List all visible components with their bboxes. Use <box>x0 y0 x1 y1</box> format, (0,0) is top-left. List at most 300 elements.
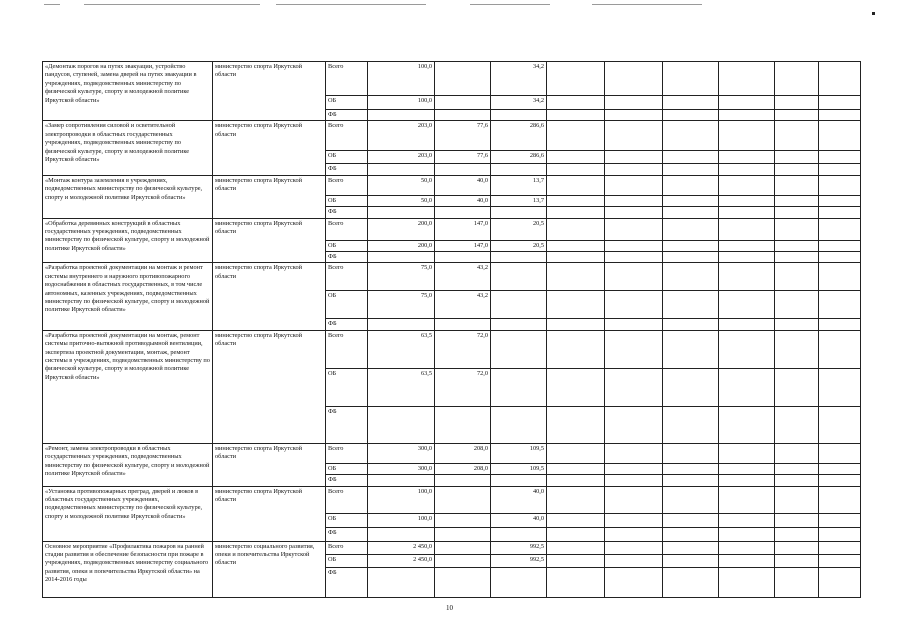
empty-cell <box>605 527 663 541</box>
empty-cell <box>819 319 861 330</box>
table-row <box>43 62 861 96</box>
amount-cell: 77,6 <box>435 151 491 164</box>
empty-cell <box>819 475 861 486</box>
empty-cell <box>719 319 775 330</box>
amount-cell: 13,7 <box>491 175 547 195</box>
amount-cell <box>435 110 491 121</box>
empty-cell <box>719 513 775 527</box>
amount-cell: 100,0 <box>368 96 435 110</box>
amount-cell <box>435 96 491 110</box>
empty-cell <box>719 291 775 319</box>
empty-cell <box>719 195 775 206</box>
empty-cell <box>663 96 719 110</box>
amount-cell <box>491 330 547 368</box>
empty-cell <box>547 121 605 151</box>
amount-cell <box>491 567 547 597</box>
amount-cell <box>491 368 547 406</box>
amount-cell <box>368 406 435 443</box>
empty-cell <box>547 330 605 368</box>
amount-cell: 203,0 <box>368 121 435 151</box>
executor-cell: министерство спорта Иркутской области <box>213 121 326 175</box>
scan-artifact <box>276 4 426 5</box>
empty-cell <box>663 527 719 541</box>
amount-cell <box>491 319 547 330</box>
empty-cell <box>547 240 605 251</box>
amount-cell <box>491 252 547 263</box>
table-row <box>43 541 861 554</box>
amount-cell: 50,0 <box>368 175 435 195</box>
empty-cell <box>819 151 861 164</box>
empty-cell <box>775 567 819 597</box>
empty-cell <box>775 252 819 263</box>
empty-cell <box>547 527 605 541</box>
amount-cell <box>491 110 547 121</box>
empty-cell <box>819 62 861 96</box>
empty-cell <box>605 486 663 513</box>
empty-cell <box>819 263 861 291</box>
amount-cell: 40,0 <box>435 195 491 206</box>
empty-cell <box>719 110 775 121</box>
scan-artifact <box>44 4 60 5</box>
empty-cell <box>819 207 861 218</box>
empty-cell <box>605 175 663 195</box>
funding-source-cell: ФБ <box>326 406 368 443</box>
amount-cell <box>435 475 491 486</box>
empty-cell <box>719 554 775 567</box>
empty-cell <box>719 486 775 513</box>
event-name-cell: «Ремонт, замена электропроводки в областных государственных учреждениях, подведомственных министерству по физической культуре, спорту и молодежной политике Иркутской области» <box>43 443 213 486</box>
event-name-cell: «Замер сопротивления силовой и осветительной электропроводки в областных государственных учреждениях, подведомственных министерству по физической культуре, спорту и молодежной политике Иркутской области» <box>43 121 213 175</box>
amount-cell <box>368 475 435 486</box>
empty-cell <box>663 110 719 121</box>
funding-source-cell: Всего <box>326 62 368 96</box>
empty-cell <box>663 121 719 151</box>
amount-cell: 63,5 <box>368 330 435 368</box>
empty-cell <box>547 463 605 474</box>
empty-cell <box>719 240 775 251</box>
amount-cell: 50,0 <box>368 195 435 206</box>
empty-cell <box>775 62 819 96</box>
executor-cell: министерство спорта Иркутской области <box>213 486 326 541</box>
table-row <box>43 443 861 463</box>
amount-cell: 992,5 <box>491 541 547 554</box>
empty-cell <box>547 443 605 463</box>
amount-cell: 43,2 <box>435 263 491 291</box>
empty-cell <box>663 463 719 474</box>
empty-cell <box>605 291 663 319</box>
empty-cell <box>719 475 775 486</box>
empty-cell <box>719 406 775 443</box>
table-row <box>43 486 861 513</box>
empty-cell <box>547 252 605 263</box>
amount-cell: 2 450,0 <box>368 554 435 567</box>
empty-cell <box>775 195 819 206</box>
amount-cell <box>491 527 547 541</box>
funding-source-cell: Всего <box>326 218 368 240</box>
amount-cell: 40,0 <box>435 175 491 195</box>
table-row <box>43 263 861 291</box>
amount-cell <box>435 164 491 175</box>
amount-cell <box>368 567 435 597</box>
empty-cell <box>819 252 861 263</box>
empty-cell <box>775 486 819 513</box>
empty-cell <box>663 330 719 368</box>
event-name-cell: «Монтаж контура заземления в учреждениях, подведомственных министерству по физической культуре, спорту и молодежной политике Иркутской области» <box>43 175 213 218</box>
empty-cell <box>663 291 719 319</box>
empty-cell <box>547 164 605 175</box>
empty-cell <box>775 463 819 474</box>
funding-source-cell: ФБ <box>326 207 368 218</box>
amount-cell <box>491 406 547 443</box>
empty-cell <box>775 554 819 567</box>
amount-cell <box>435 554 491 567</box>
empty-cell <box>819 195 861 206</box>
empty-cell <box>663 486 719 513</box>
amount-cell: 20,5 <box>491 240 547 251</box>
empty-cell <box>605 218 663 240</box>
empty-cell <box>605 319 663 330</box>
funding-source-cell: ОБ <box>326 195 368 206</box>
amount-cell: 100,0 <box>368 513 435 527</box>
empty-cell <box>819 121 861 151</box>
empty-cell <box>775 406 819 443</box>
amount-cell: 100,0 <box>368 62 435 96</box>
empty-cell <box>663 263 719 291</box>
amount-cell: 208,0 <box>435 443 491 463</box>
empty-cell <box>819 406 861 443</box>
amount-cell <box>435 252 491 263</box>
funding-source-cell: ОБ <box>326 96 368 110</box>
table-body <box>43 62 861 598</box>
empty-cell <box>547 406 605 443</box>
funding-source-cell: Всего <box>326 541 368 554</box>
empty-cell <box>663 207 719 218</box>
empty-cell <box>719 175 775 195</box>
empty-cell <box>663 368 719 406</box>
page-number: 10 <box>446 604 453 612</box>
amount-cell: 43,2 <box>435 291 491 319</box>
funding-source-cell: Всего <box>326 175 368 195</box>
amount-cell: 72,0 <box>435 330 491 368</box>
empty-cell <box>605 207 663 218</box>
empty-cell <box>775 319 819 330</box>
empty-cell <box>605 110 663 121</box>
amount-cell: 992,5 <box>491 554 547 567</box>
amount-cell: 286,6 <box>491 121 547 151</box>
amount-cell: 200,0 <box>368 240 435 251</box>
empty-cell <box>819 164 861 175</box>
event-name-cell: «Обработка деревянных конструкций в областных государственных учреждениях, подведомственных министерству по физической культуре, спорту и молодежной политике Иркутской области» <box>43 218 213 263</box>
empty-cell <box>663 541 719 554</box>
empty-cell <box>775 513 819 527</box>
amount-cell <box>368 164 435 175</box>
amount-cell: 72,0 <box>435 368 491 406</box>
empty-cell <box>719 567 775 597</box>
empty-cell <box>719 541 775 554</box>
amount-cell: 20,5 <box>491 218 547 240</box>
executor-cell: министерство спорта Иркутской области <box>213 443 326 486</box>
empty-cell <box>719 368 775 406</box>
amount-cell <box>491 475 547 486</box>
empty-cell <box>663 164 719 175</box>
empty-cell <box>719 527 775 541</box>
empty-cell <box>605 252 663 263</box>
amount-cell <box>368 110 435 121</box>
budget-table <box>42 61 861 598</box>
empty-cell <box>775 240 819 251</box>
empty-cell <box>547 263 605 291</box>
executor-cell: министерство спорта Иркутской области <box>213 175 326 218</box>
empty-cell <box>663 513 719 527</box>
table-row <box>43 121 861 151</box>
empty-cell <box>819 463 861 474</box>
scan-artifact <box>84 4 260 5</box>
amount-cell <box>491 291 547 319</box>
empty-cell <box>663 62 719 96</box>
funding-source-cell: ФБ <box>326 527 368 541</box>
amount-cell <box>435 486 491 513</box>
amount-cell: 34,2 <box>491 96 547 110</box>
empty-cell <box>605 368 663 406</box>
empty-cell <box>775 96 819 110</box>
executor-cell: министерство спорта Иркутской области <box>213 62 326 121</box>
empty-cell <box>605 513 663 527</box>
empty-cell <box>605 567 663 597</box>
empty-cell <box>547 475 605 486</box>
amount-cell: 100,0 <box>368 486 435 513</box>
empty-cell <box>719 207 775 218</box>
empty-cell <box>819 567 861 597</box>
empty-cell <box>547 207 605 218</box>
empty-cell <box>547 368 605 406</box>
empty-cell <box>775 443 819 463</box>
scan-artifact <box>470 4 550 5</box>
amount-cell: 286,6 <box>491 151 547 164</box>
event-name-cell: Основное мероприятие «Профилактика пожаров на ранней стадии развития и обеспечение безопасности при пожаре в учреждениях, подведомственных министерству социального развития, опеки и попечительства Иркутской области» на 2014-2016 годы <box>43 541 213 597</box>
funding-source-cell: ОБ <box>326 291 368 319</box>
funding-source-cell: ОБ <box>326 151 368 164</box>
funding-source-cell: ОБ <box>326 513 368 527</box>
empty-cell <box>819 110 861 121</box>
empty-cell <box>819 218 861 240</box>
funding-source-cell: ФБ <box>326 252 368 263</box>
empty-cell <box>605 406 663 443</box>
event-name-cell: «Установка противопожарных преград, дверей и люков в областных государственных учреждениях, подведомственных министерству по физической культуре, спорту и молодежной политике Иркутской области» <box>43 486 213 541</box>
amount-cell <box>435 62 491 96</box>
empty-cell <box>605 164 663 175</box>
empty-cell <box>819 541 861 554</box>
empty-cell <box>663 406 719 443</box>
empty-cell <box>605 443 663 463</box>
empty-cell <box>547 541 605 554</box>
funding-source-cell: ФБ <box>326 319 368 330</box>
empty-cell <box>663 151 719 164</box>
empty-cell <box>547 319 605 330</box>
empty-cell <box>775 151 819 164</box>
empty-cell <box>819 527 861 541</box>
scan-mark <box>872 12 875 15</box>
empty-cell <box>547 567 605 597</box>
amount-cell: 40,0 <box>491 513 547 527</box>
empty-cell <box>605 554 663 567</box>
funding-source-cell: Всего <box>326 263 368 291</box>
empty-cell <box>775 475 819 486</box>
amount-cell <box>491 164 547 175</box>
funding-source-cell: ФБ <box>326 567 368 597</box>
amount-cell: 109,5 <box>491 443 547 463</box>
empty-cell <box>775 527 819 541</box>
empty-cell <box>719 151 775 164</box>
empty-cell <box>605 330 663 368</box>
empty-cell <box>775 218 819 240</box>
empty-cell <box>719 443 775 463</box>
funding-source-cell: Всего <box>326 443 368 463</box>
amount-cell <box>435 207 491 218</box>
amount-cell: 300,0 <box>368 463 435 474</box>
empty-cell <box>819 175 861 195</box>
amount-cell: 147,0 <box>435 240 491 251</box>
amount-cell: 77,6 <box>435 121 491 151</box>
scan-artifact <box>592 4 702 5</box>
empty-cell <box>775 541 819 554</box>
empty-cell <box>547 62 605 96</box>
empty-cell <box>775 207 819 218</box>
funding-source-cell: ОБ <box>326 554 368 567</box>
empty-cell <box>775 164 819 175</box>
empty-cell <box>719 330 775 368</box>
amount-cell <box>435 513 491 527</box>
empty-cell <box>819 554 861 567</box>
empty-cell <box>605 263 663 291</box>
funding-source-cell: Всего <box>326 486 368 513</box>
event-name-cell: «Разработка проектной документации на монтаж и ремонт системы внутреннего и наружного противопожарного водоснабжения в областных государственных, в том числе автономных, казенных учреждениях, подведомственных министерству по физической культуре, спорту и молодежной политике Иркутской области» <box>43 263 213 330</box>
amount-cell: 300,0 <box>368 443 435 463</box>
empty-cell <box>775 330 819 368</box>
empty-cell <box>547 291 605 319</box>
funding-source-cell: ФБ <box>326 110 368 121</box>
empty-cell <box>663 175 719 195</box>
amount-cell <box>491 207 547 218</box>
amount-cell <box>368 207 435 218</box>
empty-cell <box>819 443 861 463</box>
empty-cell <box>663 252 719 263</box>
amount-cell: 63,5 <box>368 368 435 406</box>
empty-cell <box>605 151 663 164</box>
amount-cell: 40,0 <box>491 486 547 513</box>
amount-cell: 13,7 <box>491 195 547 206</box>
empty-cell <box>719 263 775 291</box>
empty-cell <box>605 195 663 206</box>
empty-cell <box>663 443 719 463</box>
funding-source-cell: ФБ <box>326 475 368 486</box>
empty-cell <box>819 368 861 406</box>
empty-cell <box>819 96 861 110</box>
amount-cell: 2 450,0 <box>368 541 435 554</box>
empty-cell <box>719 62 775 96</box>
empty-cell <box>547 110 605 121</box>
empty-cell <box>605 121 663 151</box>
empty-cell <box>819 486 861 513</box>
empty-cell <box>547 486 605 513</box>
funding-source-cell: ОБ <box>326 463 368 474</box>
funding-source-cell: ОБ <box>326 240 368 251</box>
empty-cell <box>547 175 605 195</box>
empty-cell <box>605 240 663 251</box>
empty-cell <box>775 263 819 291</box>
executor-cell: министерство социального развития, опеки и попечительства Иркутской области <box>213 541 326 597</box>
empty-cell <box>547 195 605 206</box>
empty-cell <box>663 240 719 251</box>
empty-cell <box>547 554 605 567</box>
empty-cell <box>547 513 605 527</box>
empty-cell <box>547 151 605 164</box>
empty-cell <box>775 368 819 406</box>
empty-cell <box>663 195 719 206</box>
amount-cell <box>435 527 491 541</box>
funding-source-cell: Всего <box>326 121 368 151</box>
empty-cell <box>605 475 663 486</box>
empty-cell <box>547 96 605 110</box>
empty-cell <box>719 252 775 263</box>
amount-cell: 75,0 <box>368 291 435 319</box>
empty-cell <box>819 330 861 368</box>
table-row <box>43 175 861 195</box>
executor-cell: министерство спорта Иркутской области <box>213 263 326 330</box>
empty-cell <box>719 121 775 151</box>
empty-cell <box>819 291 861 319</box>
table-row <box>43 218 861 240</box>
amount-cell <box>435 567 491 597</box>
empty-cell <box>775 175 819 195</box>
empty-cell <box>663 218 719 240</box>
empty-cell <box>663 554 719 567</box>
amount-cell: 75,0 <box>368 263 435 291</box>
empty-cell <box>719 164 775 175</box>
funding-source-cell: ФБ <box>326 164 368 175</box>
amount-cell: 147,0 <box>435 218 491 240</box>
empty-cell <box>663 567 719 597</box>
event-name-cell: «Разработка проектной документации на монтаж, ремонт системы приточно-вытяжной противодымной вентиляции, экспертиза проектной документации, монтаж, ремонт системы в учреждениях, подведомственных министерству по физической культуре, спорту и молодежной политике Иркутской области» <box>43 330 213 443</box>
empty-cell <box>775 110 819 121</box>
empty-cell <box>605 463 663 474</box>
empty-cell <box>819 513 861 527</box>
event-name-cell: «Демонтаж порогов на путях эвакуации, устройство пандусов, ступеней, замена дверей на путях эвакуации в учреждениях, подведомственных министерству по физической культуре, спорту и молодежной политике Иркутской области» <box>43 62 213 121</box>
amount-cell <box>435 406 491 443</box>
empty-cell <box>605 62 663 96</box>
amount-cell <box>368 527 435 541</box>
empty-cell <box>605 96 663 110</box>
amount-cell: 203,0 <box>368 151 435 164</box>
empty-cell <box>775 291 819 319</box>
empty-cell <box>719 463 775 474</box>
amount-cell: 109,5 <box>491 463 547 474</box>
amount-cell <box>435 319 491 330</box>
executor-cell: министерство спорта Иркутской области <box>213 330 326 443</box>
empty-cell <box>663 475 719 486</box>
empty-cell <box>719 218 775 240</box>
amount-cell <box>491 263 547 291</box>
empty-cell <box>663 319 719 330</box>
empty-cell <box>547 218 605 240</box>
empty-cell <box>605 541 663 554</box>
funding-source-cell: Всего <box>326 330 368 368</box>
empty-cell <box>775 121 819 151</box>
empty-cell <box>819 240 861 251</box>
amount-cell: 208,0 <box>435 463 491 474</box>
amount-cell <box>368 252 435 263</box>
empty-cell <box>719 96 775 110</box>
amount-cell: 200,0 <box>368 218 435 240</box>
